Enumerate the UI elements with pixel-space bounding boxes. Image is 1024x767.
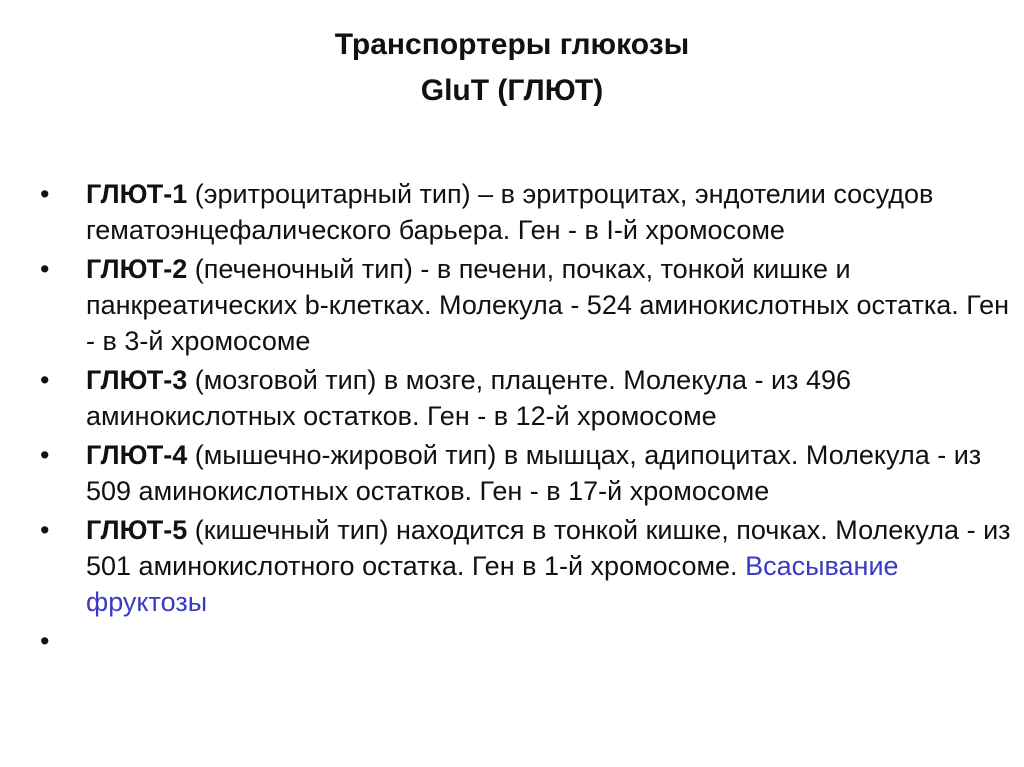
list-item-glut-2 — [36, 251, 1011, 359]
glut-5-name: ГЛЮТ-5 — [86, 515, 188, 545]
glut-3-description: (мозговой тип) в мозге, плаценте. Молекула - из 496 аминокислотных остатков. Ген - в 12-й хромосоме — [86, 365, 851, 431]
glut-1-description: (эритроцитарный тип) – в эритроцитах, эндотелии сосудов гематоэнцефалического барьера. Ген - в I-й хромосоме — [86, 179, 934, 245]
fructose-absorption-link[interactable]: Всасывание фруктозы — [86, 551, 899, 617]
bullet-icon: • — [40, 440, 50, 470]
glut-1-name: ГЛЮТ-1 — [86, 179, 188, 209]
glut-3-name: ГЛЮТ-3 — [86, 365, 188, 395]
title-line-2: GluT (ГЛЮТ) — [420, 74, 604, 107]
bullet-icon: • — [40, 365, 50, 395]
list-item-glut-1 — [36, 176, 1011, 248]
list-item-glut-4 — [36, 437, 1011, 509]
list-item-glut-3 — [36, 362, 1011, 434]
title-line-1: Транспортеры глюкозы — [334, 28, 690, 61]
slide-title — [0, 22, 1024, 114]
list-item-empty — [36, 623, 1011, 659]
bullet-icon: • — [40, 179, 50, 209]
glut-2-description: (печеночный тип) - в печени, почках, тонкой кишке и панкреатических b-клетках. Молекула - 524 аминокислотных остатка. Ген - в 3-й хромосоме — [86, 254, 1010, 356]
glut-2-name: ГЛЮТ-2 — [86, 254, 188, 284]
bullet-icon: • — [40, 254, 50, 284]
glut-4-description: (мышечно-жировой тип) в мышцах, адипоцитах. Молекула - из 509 аминокислотных остатков. Ген - в 17-й хромосоме — [86, 440, 982, 506]
glut-5-description: (кишечный тип) находится в тонкой кишке, почках. Молекула - из 501 аминокислотного остатка. Ген в 1-й хромосоме. — [86, 515, 1011, 581]
list-item-glut-5 — [36, 512, 1011, 620]
bullet-icon: • — [40, 515, 50, 545]
glut-4-name: ГЛЮТ-4 — [86, 440, 188, 470]
bullet-icon: • — [40, 626, 50, 656]
glut-bullet-list — [36, 176, 1011, 662]
